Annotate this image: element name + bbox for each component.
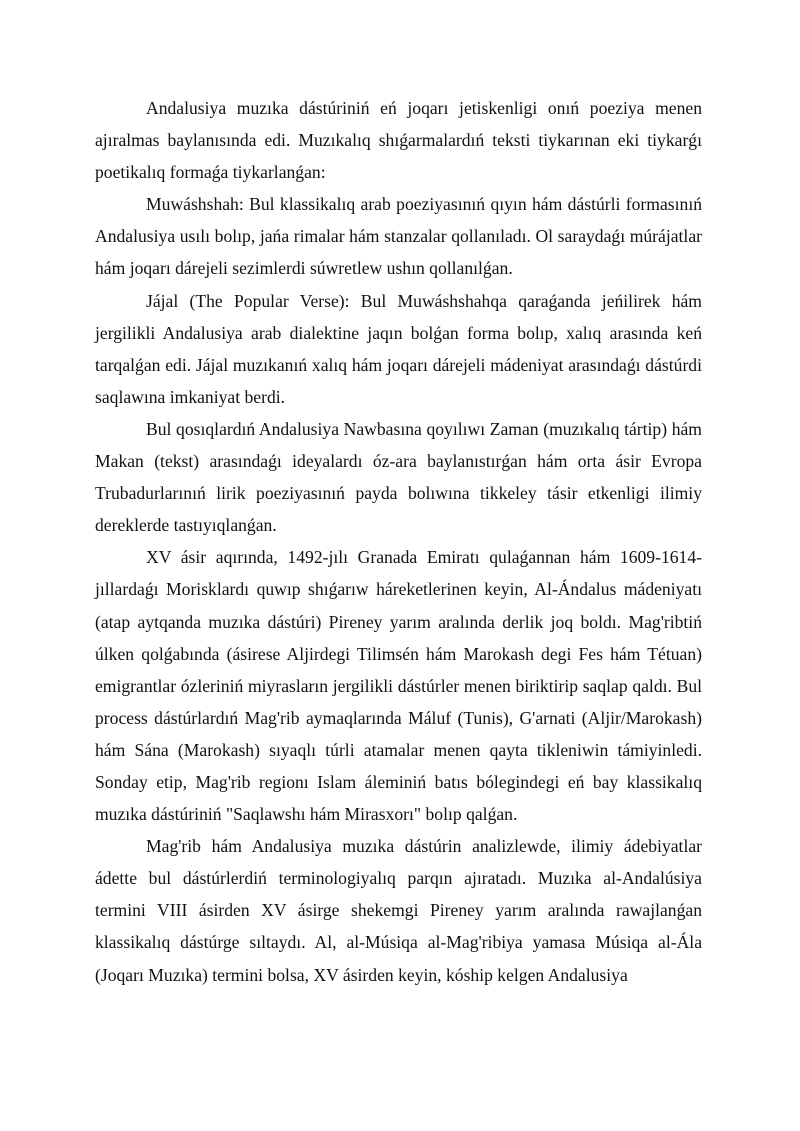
paragraph-5: XV ásir aqırında, 1492-jılı Granada Emiratı qulaǵannan hám 1609-1614-jıllardaǵı Morisklardı quwıp shıǵarıw háreketlerinen keyin, Al-Ándalus mádeniyatı (atap aytqanda muzıka dástúri) Pireney yarım aralında derlik joq boldı. Mag'ribtiń úlken qolǵabında (ásirese Aljirdegi Tilimsén hám Marokash degi Fes hám Tétuan) emigrantlar ózleriniń miyrasların jergilikli dástúrler menen biriktirip saqlap qaldı. Bul process dástúrlardıń Mag'rib aymaqlarında Máluf (Tunis), G'arnati (Aljir/Marokash) hám Sána (Marokash) sıyaqlı túrli atamalar menen qayta tikleniwin támiyinledi. Sonday etip, Mag'rib regionı Islam áleminiń batıs bólegindegi eń bay klassikalıq muzıka dástúriniń "Saqlawshı hám Mirasxorı" bolıp qalǵan. — [95, 547, 702, 825]
paragraph-3: Jájal (The Popular Verse): Bul Muwáshshahqa qaraǵanda jeńilirek hám jergilikli Andalusiya arab dialektine jaqın bolǵan forma bolıp, xalıq arasında keń tarqalǵan edi. Jájal muzıkanıń xalıq hám joqarı dárejeli mádeniyat arasındaǵı dástúrdi saqlawına imkaniyat berdi. — [95, 290, 702, 407]
paragraph-2: Muwáshshah: Bul klassikalıq arab poeziyasınıń qıyın hám dástúrli formasınıń Andalusiya usılı bolıp, jańa rimalar hám stanzalar qollanıladı. Ol saraydaǵı múrájatlar hám joqarı dárejeli sezimlerdi súwretlew ushın qollanılǵan. — [95, 194, 702, 279]
paragraph-6: Mag'rib hám Andalusiya muzıka dástúrin analizlewde, ilimiy ádebiyatlar ádette bul dástúrlerdiń terminologiyalıq parqın ajıratadı. Muzıka al-Andalúsiya termini VIII ásirden XV ásirge shekemgi Pireney yarım aralında rawajlanǵan klassikalıq dástúrge sıltaydı. Al, al-Músiqa al-Mag'ribiya yamasa Músiqa al-Ála (Joqarı Muzıka) termini bolsa, XV ásirden keyin, kóship kelgen Andalusiya — [95, 836, 702, 985]
body-text — [95, 92, 702, 991]
paragraph-1: Andalusiya muzıka dástúriniń eń joqarı jetiskenligi onıń poeziya menen ajıralmas baylanısında edi. Muzıkalıq shıǵarmalardıń teksti tiykarınan eki tiykarǵı poetikalıq formaǵa tiykarlanǵan: — [95, 98, 702, 183]
paragraph-4: Bul qosıqlardıń Andalusiya Nawbasına qoyılıwı Zaman (muzıkalıq tártip) hám Makan (tekst) arasındaǵı ideyalardı óz-ara baylanıstırǵan hám orta ásir Evropa Trubadurlarınıń lirik poeziyasınıń payda bolıwına tikkeley tásir etkenligi ilimiy dereklerde tastıyıqlanǵan. — [95, 418, 702, 536]
